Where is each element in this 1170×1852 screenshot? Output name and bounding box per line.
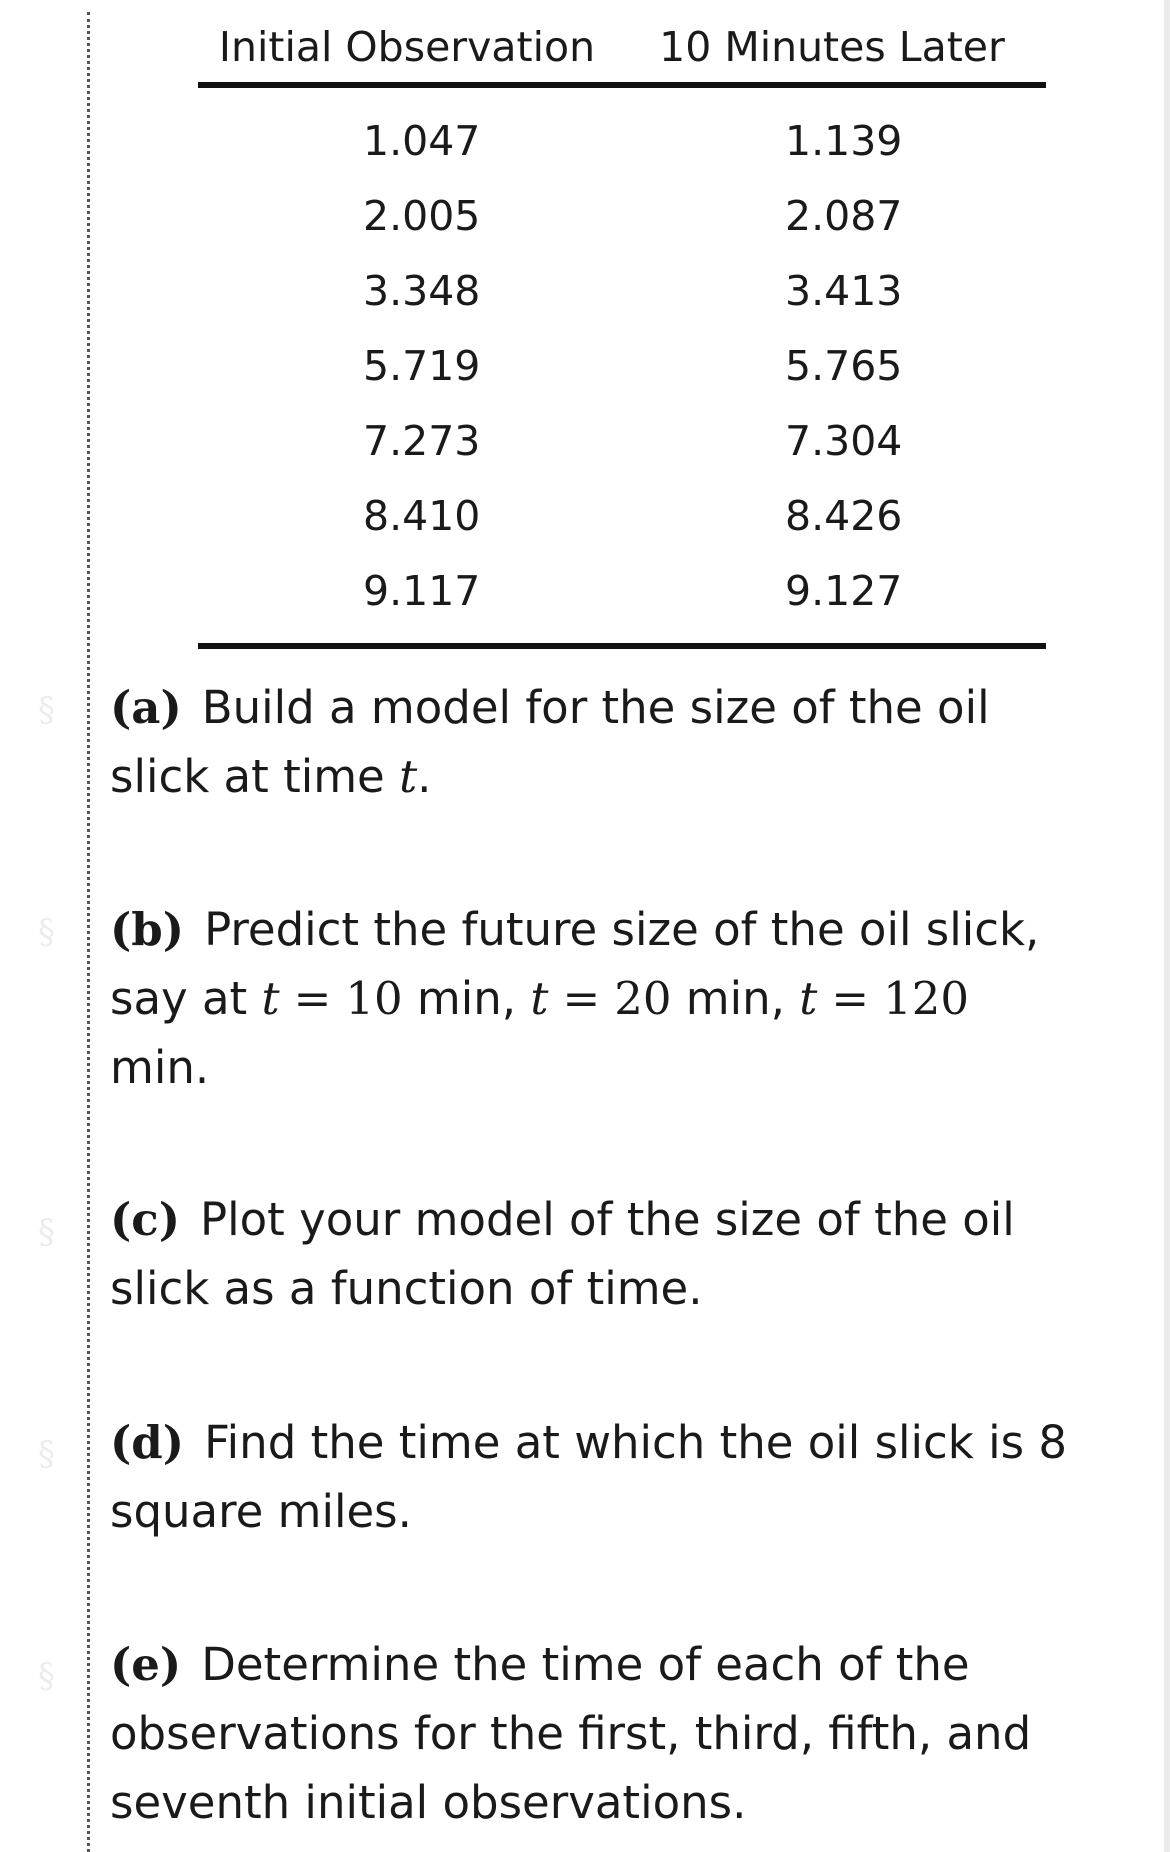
table-row bbox=[198, 479, 1046, 554]
part-b-value-3: 120 bbox=[883, 972, 969, 1025]
margin-mark-icon: § bbox=[38, 1656, 55, 1696]
margin-mark-icon: § bbox=[38, 690, 55, 730]
part-a-var: t bbox=[399, 750, 418, 803]
part-c-text: Plot your model of the size of the oil slick as a function of time. bbox=[110, 1193, 1015, 1315]
later-value: 3.413 bbox=[785, 267, 903, 315]
margin-mark-icon: § bbox=[38, 1212, 55, 1252]
table-row bbox=[198, 104, 1046, 179]
part-b-value-2: 20 bbox=[614, 972, 672, 1025]
part-e-text: Determine the time of each of the observations for the first, third, fifth, and seventh initial observations. bbox=[110, 1638, 1032, 1829]
part-e bbox=[110, 1630, 1070, 1837]
initial-value: 7.273 bbox=[363, 417, 481, 465]
part-d bbox=[110, 1408, 1070, 1546]
later-value: 7.304 bbox=[785, 417, 903, 465]
later-value: 5.765 bbox=[785, 342, 903, 390]
table-row bbox=[198, 404, 1046, 479]
observation-table bbox=[198, 0, 1046, 649]
later-value: 2.087 bbox=[785, 192, 903, 240]
table-body bbox=[198, 88, 1046, 649]
part-b-value-1: 10 bbox=[345, 972, 403, 1025]
part-b: (b) Predict the future size of the oil slick, say at t = 10 min, t = 20 min, t = 120 min. bbox=[110, 903, 1040, 1094]
part-b-unit-3: min. bbox=[110, 1041, 210, 1094]
part-c bbox=[110, 1185, 1070, 1323]
table-header bbox=[198, 0, 1046, 88]
table-row bbox=[198, 179, 1046, 254]
part-a bbox=[110, 673, 1070, 811]
initial-value: 8.410 bbox=[363, 492, 481, 540]
later-value: 1.139 bbox=[785, 117, 903, 165]
part-b-unit-1: min, bbox=[416, 972, 517, 1025]
margin-mark-icon: § bbox=[38, 1434, 55, 1474]
initial-value: 1.047 bbox=[363, 117, 481, 165]
table-row bbox=[198, 554, 1046, 629]
initial-value: 2.005 bbox=[363, 192, 481, 240]
part-a-label: (a) bbox=[110, 681, 182, 734]
part-d-label: (d) bbox=[110, 1416, 185, 1469]
header-10-minutes-later: 10 Minutes Later bbox=[659, 23, 1005, 71]
later-value: 8.426 bbox=[785, 492, 903, 540]
dotted-margin-rule bbox=[87, 12, 90, 1852]
table-row bbox=[198, 254, 1046, 329]
part-b-label: (b) bbox=[110, 903, 185, 956]
part-e-label: (e) bbox=[110, 1638, 182, 1691]
part-b-text: Predict the future size of the oil slick, say at bbox=[110, 903, 1040, 1025]
table-row bbox=[198, 329, 1046, 404]
later-value: 9.127 bbox=[785, 567, 903, 615]
initial-value: 9.117 bbox=[363, 567, 481, 615]
margin-mark-icon: § bbox=[38, 912, 55, 952]
part-a-text: Build a model for the size of the oil slick at time bbox=[110, 681, 990, 803]
page-edge bbox=[1164, 0, 1170, 1852]
part-b-var: t bbox=[261, 972, 280, 1025]
part-d-text: Find the time at which the oil slick is 8 square miles. bbox=[110, 1416, 1068, 1538]
part-a-end: . bbox=[417, 750, 432, 803]
part-b-unit-2: min, bbox=[685, 972, 785, 1025]
initial-value: 3.348 bbox=[363, 267, 481, 315]
header-initial-observation: Initial Observation bbox=[218, 23, 596, 71]
initial-value: 5.719 bbox=[363, 342, 481, 390]
part-c-label: (c) bbox=[110, 1193, 180, 1246]
